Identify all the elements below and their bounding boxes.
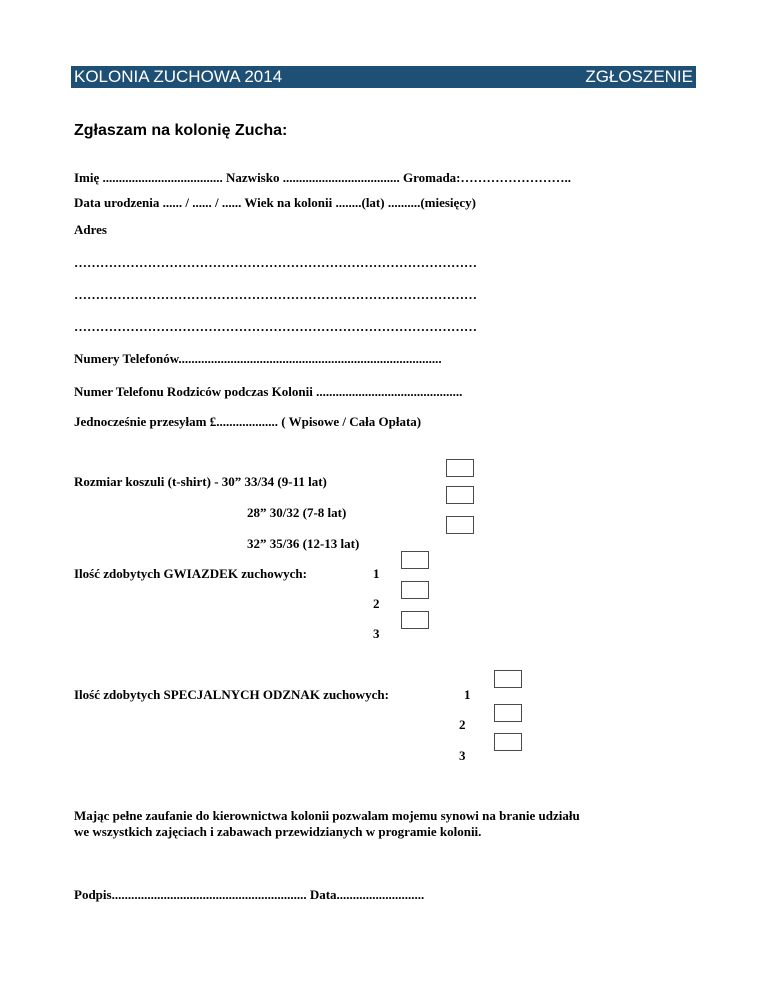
badges-checkbox-1[interactable]	[494, 670, 522, 688]
stars-checkbox-2[interactable]	[401, 581, 429, 599]
signature-date-line: Podpis............................................................ Data...........................	[74, 887, 425, 902]
address-line-2: …………………………………………………………………………………	[74, 287, 477, 302]
stars-option-1: 1	[373, 566, 380, 581]
tshirt-checkbox-3[interactable]	[446, 516, 474, 534]
badges-checkbox-3[interactable]	[494, 733, 522, 751]
phones-line: Numery Telefonów.................................................................................	[74, 351, 442, 366]
name-fields-line: Imię ..................................... Nazwisko .................................... Gromada:……………………..	[74, 170, 572, 185]
tshirt-option-2: 28” 30/32 (7-8 lat)	[247, 505, 347, 520]
tshirt-size-label: Rozmiar koszuli (t-shirt) - 30” 33/34 (9-11 lat)	[74, 474, 327, 489]
address-label: Adres	[74, 222, 107, 237]
badges-option-3: 3	[459, 748, 466, 763]
payment-line: Jednocześnie przesyłam £................... ( Wpisowe / Cała Opłata)	[74, 414, 422, 429]
form-type-label: ZGŁOSZENIE	[585, 67, 693, 86]
address-line-3: …………………………………………………………………………………	[74, 319, 477, 334]
stars-label: Ilość zdobytych GWIAZDEK zuchowych:	[74, 566, 307, 581]
stars-checkbox-1[interactable]	[401, 551, 429, 569]
subheading: Zgłaszam na kolonię Zucha:	[74, 122, 288, 139]
tshirt-checkbox-2[interactable]	[446, 486, 474, 504]
badges-option-1: 1	[464, 687, 471, 702]
badges-checkbox-2[interactable]	[494, 704, 522, 722]
consent-line-1: Mając pełne zaufanie do kierownictwa kolonii pozwalam mojemu synowi na branie udziału	[74, 808, 580, 823]
badges-label: Ilość zdobytych SPECJALNYCH ODZNAK zuchowych:	[74, 687, 389, 702]
stars-option-3: 3	[373, 626, 380, 641]
stars-checkbox-3[interactable]	[401, 611, 429, 629]
form-title: KOLONIA ZUCHOWA 2014	[74, 67, 283, 86]
birthdate-line: Data urodzenia ...... / ...... / ...... Wiek na kolonii ........(lat) ..........(miesięcy)	[74, 195, 476, 210]
address-line-1: …………………………………………………………………………………	[74, 255, 477, 270]
tshirt-checkbox-1[interactable]	[446, 459, 474, 477]
stars-option-2: 2	[373, 596, 380, 611]
tshirt-option-3: 32” 35/36 (12-13 lat)	[247, 536, 360, 551]
header-bar	[71, 66, 696, 88]
badges-option-2: 2	[459, 717, 466, 732]
consent-line-2: we wszystkich zajęciach i zabawach przewidzianych w programie kolonii.	[74, 824, 482, 839]
parent-phone-line: Numer Telefonu Rodziców podczas Kolonii .............................................	[74, 384, 463, 399]
